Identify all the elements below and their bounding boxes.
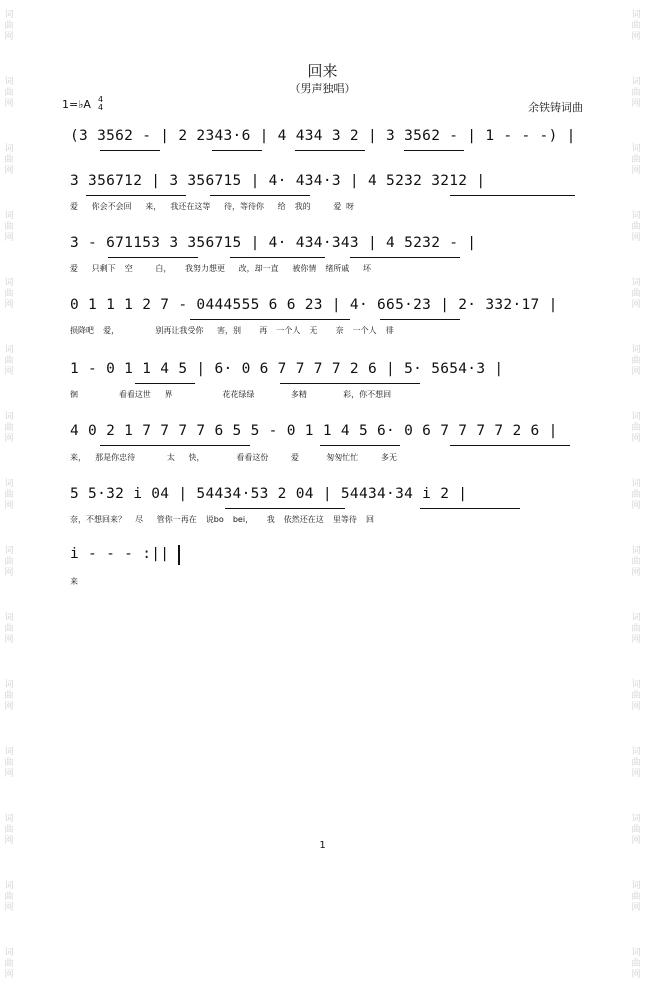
notation-line-2: 3 356712 | 3 356715 | 4· 434·3 | 4 5232 3212 | — [70, 173, 486, 189]
song-subtitle: （男声独唱） — [289, 82, 356, 95]
notation-line-7: 5 5·32 i 04 | 54434·53 2 04 | 54434·34 i 2 | — [70, 486, 468, 502]
beam-underline — [450, 195, 575, 196]
watermark-mark: 词 曲 网 — [4, 77, 14, 109]
beam-underline — [100, 445, 250, 446]
beam-underline — [230, 257, 325, 258]
notation-line-6: 4 0 2 1 7 7 7 7 6 5 5 - 0 1 1 4 5 6· 0 6 7 7 7 7 2 6 | — [70, 423, 558, 439]
beam-underline — [450, 445, 570, 446]
beam-underline — [86, 195, 186, 196]
watermark-mark: 词 曲 网 — [4, 278, 14, 310]
watermark-mark: 词 曲 网 — [631, 144, 641, 176]
beam-underline — [100, 150, 160, 151]
watermark-mark: 词 曲 网 — [631, 412, 641, 444]
beam-underline — [320, 445, 400, 446]
beam-underline — [380, 319, 460, 320]
page-number: 1 — [319, 840, 326, 851]
watermark-column-left — [2, 0, 16, 980]
lyric-line-2: 爱 只剩下 空 白， 我努力想更 改，却一直 被你情 绪所戚 坏 — [70, 264, 372, 273]
lyric-line-3: 损降吧 爱， 别再让我受你 害，别 再 一个人 无 奈 一个人 徘 — [70, 326, 394, 335]
watermark-mark: 词 曲 网 — [631, 211, 641, 243]
watermark-mark: 词 曲 网 — [631, 613, 641, 645]
watermark-mark: 词 曲 网 — [631, 77, 641, 109]
watermark-mark: 词 曲 网 — [631, 680, 641, 712]
composer-credit: 余铁铸词曲 — [528, 101, 583, 114]
watermark-mark: 词 曲 网 — [631, 10, 641, 42]
watermark-mark: 词 曲 网 — [631, 881, 641, 913]
notation-line-4: 0 1 1 1 2 7 - 0444555 6 6 23 | 4· 665·23 | 2· 332·17 | — [70, 297, 558, 313]
watermark-mark: 词 曲 网 — [4, 10, 14, 42]
beam-underline — [280, 383, 420, 384]
watermark-mark: 词 曲 网 — [4, 881, 14, 913]
watermark-mark: 词 曲 网 — [631, 747, 641, 779]
time-signature — [98, 96, 103, 112]
watermark-mark: 词 曲 网 — [631, 814, 641, 846]
watermark-mark: 词 曲 网 — [631, 948, 641, 980]
beam-underline — [212, 150, 262, 151]
final-barline — [178, 545, 180, 565]
watermark-mark: 词 曲 网 — [631, 479, 641, 511]
watermark-mark: 词 曲 网 — [4, 747, 14, 779]
lyric-line-6: 奈，不想回来？ 尽 管你一再在 说bo bei， 我 依然还在这 里等待 回 — [70, 515, 374, 524]
beam-underline — [190, 319, 350, 320]
watermark-mark: 词 曲 网 — [4, 948, 14, 980]
notation-line-8: i - - - :|| — [70, 546, 170, 562]
beam-underline — [350, 257, 460, 258]
watermark-mark: 词 曲 网 — [4, 680, 14, 712]
notation-line-5: 1 - 0 1 1 4 5 | 6· 0 6 7 7 7 7 2 6 | 5· 5654·3 | — [70, 361, 504, 377]
lyric-line-5: 来， 那是你忠待 太 快， 看看这份 爱 匆匆忙忙 多无 — [70, 453, 398, 462]
watermark-mark: 词 曲 网 — [631, 345, 641, 377]
watermark-mark: 词 曲 网 — [4, 144, 14, 176]
meter-bottom: 4 — [98, 103, 104, 112]
watermark-mark: 词 曲 网 — [4, 479, 14, 511]
beam-underline — [210, 195, 310, 196]
watermark-mark: 词 曲 网 — [4, 613, 14, 645]
beam-underline — [420, 508, 520, 509]
beam-underline — [404, 150, 464, 151]
lyric-line-7: 来 — [70, 577, 78, 586]
notation-line-1: (3 3562 - | 2 2343·6 | 4 434 3 2 | 3 3562 - | 1 - - -) | — [70, 128, 576, 144]
watermark-mark: 词 曲 网 — [4, 412, 14, 444]
watermark-column-right — [629, 0, 643, 980]
beam-underline — [135, 383, 195, 384]
lyric-line-1: 爱 你会不会回 来， 我还在这等 待，等待你 给 我的 爱 呀 — [70, 202, 354, 211]
watermark-mark: 词 曲 网 — [4, 546, 14, 578]
watermark-mark: 词 曲 网 — [631, 546, 641, 578]
beam-underline — [225, 508, 345, 509]
notation-line-3: 3 - 671153 3 356715 | 4· 434·343 | 4 5232 - | — [70, 235, 477, 251]
meter-top: 4 — [98, 95, 104, 104]
beam-underline — [108, 257, 198, 258]
watermark-mark: 词 曲 网 — [4, 345, 14, 377]
watermark-mark: 词 曲 网 — [631, 278, 641, 310]
lyric-line-4: 徊 看看这世 界 花花绿绿 多精 彩，你不想回 — [70, 390, 392, 399]
key-signature: 1=♭A — [62, 98, 91, 111]
watermark-mark: 词 曲 网 — [4, 211, 14, 243]
watermark-mark: 词 曲 网 — [4, 814, 14, 846]
beam-underline — [295, 150, 365, 151]
song-title: 回来 — [307, 62, 338, 80]
